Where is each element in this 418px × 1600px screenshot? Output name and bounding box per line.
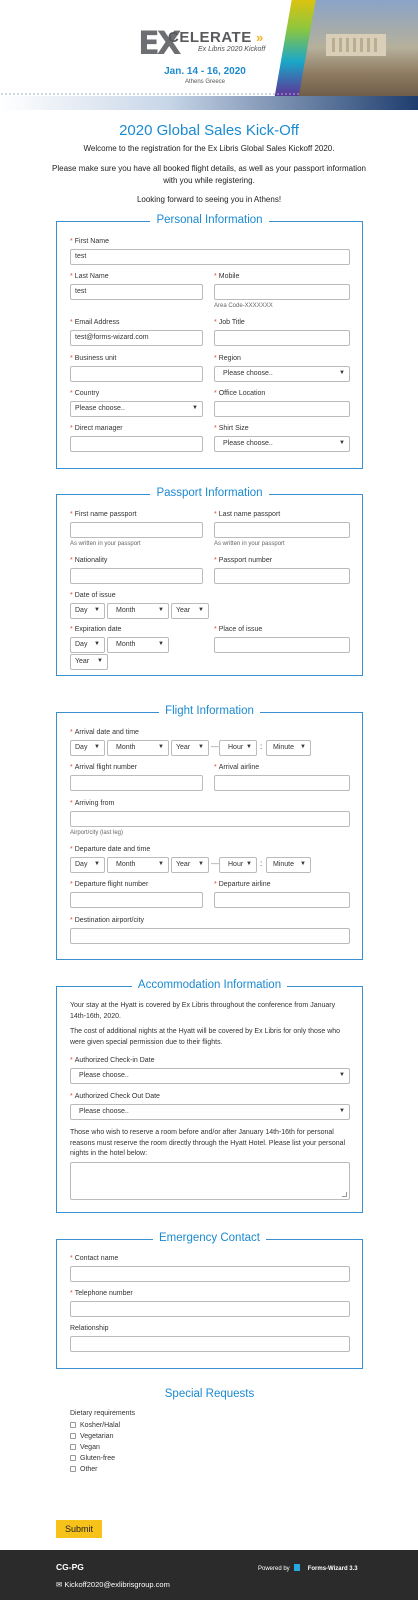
region-label: * Region	[214, 355, 241, 362]
contact-name-label: * Contact name	[70, 1255, 119, 1262]
reminder-text: Please make sure you have all booked flight details, as well as your passport information with you while registering.	[52, 164, 366, 185]
first-name-input[interactable]: test	[70, 249, 350, 265]
chevron-down-icon: ▼	[94, 641, 100, 647]
event-place: Athens Greece	[184, 79, 226, 85]
footer-email-text[interactable]: Kickoff2020@exlibrisgroup.com	[64, 1580, 170, 1589]
telephone-label: * Telephone number	[70, 1290, 133, 1297]
section-title: Personal Information	[150, 214, 268, 226]
acropolis-photo	[296, 0, 418, 106]
section-title: Special Requests	[159, 1388, 261, 1400]
checkbox-icon[interactable]	[70, 1455, 76, 1461]
checkbox-icon[interactable]	[70, 1466, 76, 1472]
chevron-down-icon: ▼	[339, 370, 345, 376]
issue-month-select[interactable]: Month ▼	[107, 603, 169, 619]
dietary-label: Dietary requirements	[70, 1410, 135, 1417]
expiration-year-select[interactable]: Year ▼	[70, 654, 108, 670]
chevron-down-icon: ▼	[158, 607, 164, 613]
forms-wizard-logo-icon	[294, 1564, 300, 1571]
chevron-down-icon: ▼	[198, 861, 204, 867]
closing-text: Looking forward to seeing you in Athens!	[136, 195, 282, 204]
header-band	[0, 96, 418, 110]
checkout-select[interactable]: Please choose.. ▼	[70, 1104, 350, 1120]
dietary-option-vegan[interactable]: Vegan	[70, 1444, 100, 1451]
accommodation-paragraph-2: The cost of additional nights at the Hyatt will be covered by Ex Libris for only those who were given special permission due to their flights.	[70, 1028, 341, 1046]
office-location-label: * Office Location	[214, 390, 266, 397]
departure-year-select[interactable]: Year ▼	[171, 857, 209, 873]
direct-manager-input[interactable]	[70, 436, 203, 452]
passport-information-section	[56, 487, 363, 676]
nationality-input[interactable]	[70, 568, 203, 584]
arriving-from-label: * Arriving from	[70, 800, 115, 807]
shirt-size-select[interactable]: Please choose.. ▼	[214, 436, 350, 452]
header-banner	[0, 0, 418, 110]
dietary-option-kosher[interactable]: Kosher/Halal	[70, 1422, 120, 1429]
departure-minute-select[interactable]: Minute ▼	[266, 857, 311, 873]
passport-number-input[interactable]	[214, 568, 350, 584]
dietary-option-other[interactable]: Other	[70, 1466, 98, 1473]
emergency-contact-section	[56, 1232, 363, 1369]
business-unit-label: * Business unit	[70, 355, 117, 362]
arrival-minute-select[interactable]: Minute ▼	[266, 740, 311, 756]
accommodation-paragraph-3: Those who wish to reserve a room before and/or after January 14th-16th for personal reasons must reserve the room directly through the Hyatt Hotel. Please list your personal nights in the hotel below:	[70, 1129, 346, 1157]
chevron-down-icon: ▼	[192, 405, 198, 411]
last-name-label: * Last Name	[70, 273, 109, 280]
submit-button[interactable]: Submit	[56, 1520, 102, 1538]
issue-year-select[interactable]: Year ▼	[171, 603, 209, 619]
checkin-select[interactable]: Please choose.. ▼	[70, 1068, 350, 1084]
last-name-passport-input[interactable]	[214, 522, 350, 538]
expiration-month-select[interactable]: Month ▼	[107, 637, 169, 653]
logo-word: CELERATE	[168, 29, 252, 46]
departure-airline-input[interactable]	[214, 892, 350, 908]
product-name[interactable]: Forms-Wizard 3.3	[307, 1566, 358, 1572]
direct-manager-label: * Direct manager	[70, 425, 123, 432]
departure-flight-number-label: * Departure flight number	[70, 881, 149, 888]
last-name-input[interactable]: test	[70, 284, 203, 300]
section-title: Flight Information	[159, 705, 260, 717]
business-unit-input[interactable]	[70, 366, 203, 382]
departure-datetime-label: * Departure date and time	[70, 846, 151, 853]
date-time-separator: —	[211, 859, 219, 868]
arrival-airline-input[interactable]	[214, 775, 350, 791]
personal-information-section	[56, 214, 363, 469]
chevron-down-icon: ▼	[300, 744, 306, 750]
arrival-airline-label: * Arrival airline	[214, 764, 260, 771]
relationship-input[interactable]	[70, 1336, 350, 1352]
arrival-datetime-label: * Arrival date and time	[70, 729, 139, 736]
chevron-down-icon: ▼	[97, 658, 103, 664]
mobile-label: * Mobile	[214, 273, 240, 280]
chevron-down-icon: ▼	[339, 440, 345, 446]
mobile-input[interactable]	[214, 284, 350, 300]
footer-org: CG-PG	[56, 1562, 84, 1572]
section-title: Accommodation Information	[132, 979, 287, 991]
region-select[interactable]: Please choose.. ▼	[214, 366, 350, 382]
accommodation-paragraph-1: Your stay at the Hyatt is covered by Ex Libris throughout the conference from January 14th-16th, 2020.	[70, 1002, 336, 1020]
email-input[interactable]: test@forms-wizard.com	[70, 330, 203, 346]
dietary-option-gluten-free[interactable]: Gluten-free	[70, 1455, 115, 1462]
event-dates: Jan. 14 - 16, 2020	[164, 66, 246, 77]
departure-hour-select[interactable]: Hour ▼	[219, 857, 257, 873]
checkin-label: * Authorized Check-in Date	[70, 1057, 155, 1064]
arrival-day-select[interactable]: Day ▼	[70, 740, 105, 756]
chevron-down-icon: ▼	[339, 1108, 345, 1114]
flight-information-section	[56, 705, 363, 960]
footer-email[interactable]	[56, 1580, 170, 1589]
parthenon-shape	[326, 34, 386, 56]
office-location-input[interactable]	[214, 401, 350, 417]
last-name-passport-hint: As written in your passport	[214, 541, 285, 547]
welcome-text: Welcome to the registration for the Ex Libris Global Sales Kickoff 2020.	[83, 144, 335, 153]
chevron-down-icon: ▼	[94, 861, 100, 867]
chevron-down-icon: ▼	[158, 861, 164, 867]
chevron-down-icon: ▼	[158, 744, 164, 750]
arrival-month-select[interactable]: Month ▼	[107, 740, 169, 756]
arrival-year-select[interactable]: Year ▼	[171, 740, 209, 756]
first-name-passport-hint: As written in your passport	[70, 541, 141, 547]
shirt-size-label: * Shirt Size	[214, 425, 249, 432]
departure-airline-label: * Departure airline	[214, 881, 271, 888]
nationality-label: * Nationality	[70, 557, 108, 564]
expiration-date-label: * Expiration date	[70, 626, 122, 633]
arrival-hour-select[interactable]: Hour ▼	[219, 740, 257, 756]
checkbox-icon[interactable]	[70, 1444, 76, 1450]
page-title: 2020 Global Sales Kick-Off	[119, 122, 299, 139]
chevron-down-icon: ▼	[94, 744, 100, 750]
place-of-issue-input[interactable]	[214, 637, 350, 653]
mobile-hint: Area Code-XXXXXXX	[214, 303, 273, 309]
date-time-separator: —	[211, 742, 219, 751]
section-title: Passport Information	[150, 487, 268, 499]
job-title-input[interactable]	[214, 330, 350, 346]
first-name-passport-input[interactable]	[70, 522, 203, 538]
chevron-down-icon: ▼	[246, 744, 252, 750]
telephone-input[interactable]	[70, 1301, 350, 1317]
destination-input[interactable]	[70, 928, 350, 944]
checkbox-icon[interactable]	[70, 1433, 76, 1439]
chevron-down-icon: ▼	[246, 861, 252, 867]
contact-name-input[interactable]	[70, 1266, 350, 1282]
checkbox-icon[interactable]	[70, 1422, 76, 1428]
arriving-from-hint: Airport/city (last leg)	[70, 830, 124, 836]
relationship-label: Relationship	[70, 1325, 109, 1332]
arrival-flight-number-label: * Arrival flight number	[70, 764, 137, 771]
chevron-down-icon: ▼	[198, 607, 204, 613]
logo-ex: EX	[138, 24, 179, 62]
section-title: Emergency Contact	[153, 1232, 266, 1244]
arriving-from-input[interactable]	[70, 811, 350, 827]
email-label: * Email Address	[70, 319, 120, 326]
last-name-passport-label: * Last name passport	[214, 511, 281, 518]
personal-nights-textarea[interactable]	[70, 1162, 350, 1200]
passport-number-label: * Passport number	[214, 557, 273, 564]
departure-month-select[interactable]: Month ▼	[107, 857, 169, 873]
time-separator: :	[260, 742, 263, 751]
date-of-issue-label: * Date of issue	[70, 592, 116, 599]
time-separator: :	[260, 859, 263, 868]
dietary-option-vegetarian[interactable]: Vegetarian	[70, 1433, 113, 1440]
resize-grip-icon[interactable]	[342, 1192, 347, 1197]
arrival-flight-number-input[interactable]	[70, 775, 203, 791]
excelerate-logo	[138, 24, 278, 62]
footer	[0, 1550, 418, 1600]
place-of-issue-label: * Place of issue	[214, 626, 263, 633]
country-select[interactable]: Please choose.. ▼	[70, 401, 203, 417]
first-name-passport-label: * First name passport	[70, 511, 137, 518]
logo-subtitle: Ex Libris 2020 Kickoff	[198, 46, 266, 53]
first-name-label: * First Name	[70, 238, 109, 245]
chevron-down-icon: ▼	[198, 744, 204, 750]
logo-chevrons: »	[256, 30, 264, 45]
chevron-down-icon: ▼	[300, 861, 306, 867]
checkout-label: * Authorized Check Out Date	[70, 1093, 160, 1100]
expiration-day-select[interactable]: Day ▼	[70, 637, 105, 653]
country-label: * Country	[70, 390, 100, 397]
chevron-down-icon: ▼	[94, 607, 100, 613]
job-title-label: * Job Title	[214, 319, 245, 326]
departure-day-select[interactable]: Day ▼	[70, 857, 105, 873]
departure-flight-number-input[interactable]	[70, 892, 203, 908]
accommodation-information-section	[56, 979, 363, 1213]
chevron-down-icon: ▼	[339, 1072, 345, 1078]
chevron-down-icon: ▼	[158, 641, 164, 647]
destination-label: * Destination airport/city	[70, 917, 144, 924]
powered-by[interactable]: Powered by Forms-Wizard 3.3	[258, 1566, 358, 1572]
issue-day-select[interactable]: Day ▼	[70, 603, 105, 619]
special-requests-section	[56, 1388, 363, 1495]
mail-icon: ✉	[56, 1580, 63, 1589]
